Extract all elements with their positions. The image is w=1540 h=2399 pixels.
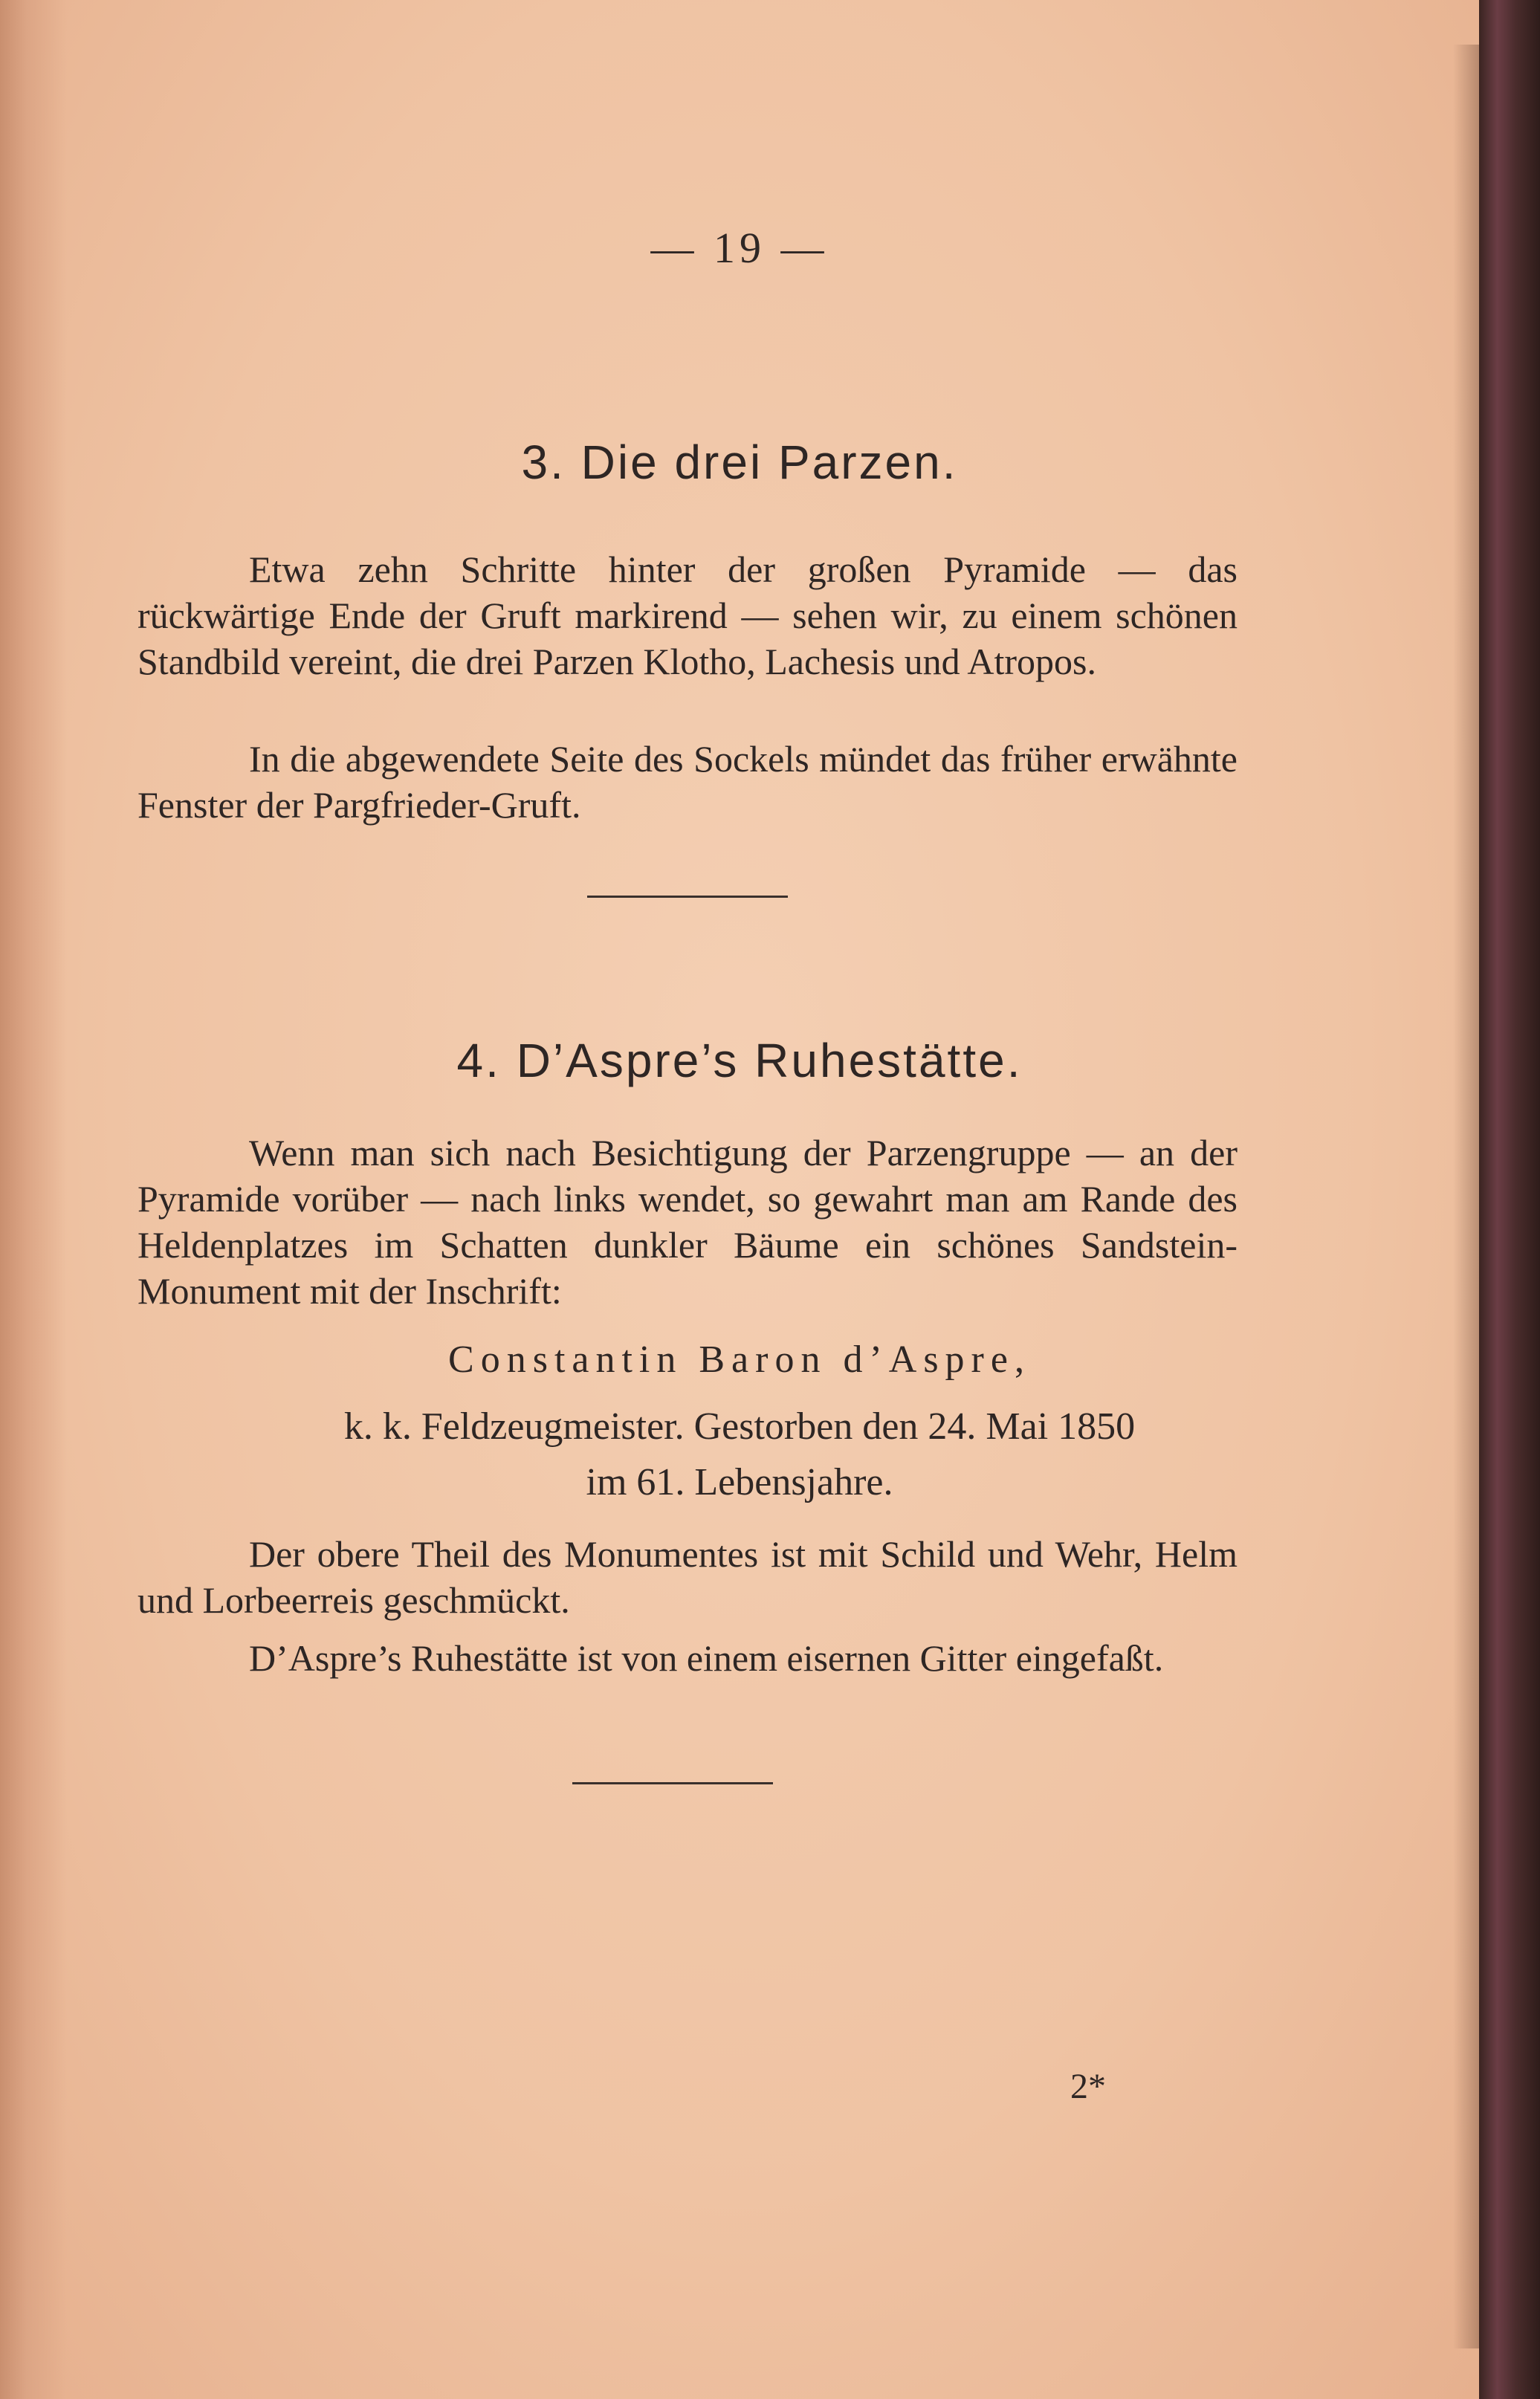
section-4-paragraph-2: D’Aspre’s Ruhestätte ist von einem eisernen Gitter eingefaßt. [249,1637,1164,1679]
section-divider-end [572,1782,773,1784]
section-3-paragraph-1: Etwa zehn Schritte hinter der großen Pyramide — das rückwärtige Ende der Gruft markirend — sehen wir, zu einem schönen Standbild vereint, die drei Parzen Klotho, Lachesis und Atropos. [138,548,1238,682]
inscription-line-1: Constantin Baron d’Aspre, [448,1338,1031,1381]
inscription-line-2: k. k. Feldzeugmeister. Gestorben den 24. Mai 1850 [343,1405,1136,1448]
signature-mark: 2* [1070,2067,1106,2106]
page-edge-shadow [1453,45,1479,2348]
section-4-intro: Wenn man sich nach Besichtigung der Parzengruppe — an der Pyramide vorüber — nach links wendet, so gewahrt man am Rande des Heldenplatzes im Schatten dunkler Bäume ein schönes Sandstein-Monument mit der Inschrift: [138,1132,1238,1312]
section-divider [587,896,788,898]
section-4-paragraph-1: Der obere Theil des Monumentes ist mit Schild und Wehr, Helm und Lorbeerreis geschmückt. [138,1533,1238,1621]
section-3-title: 3. Die drei Parzen. [521,436,958,489]
page-gutter-shadow [0,0,67,2399]
page-number: — 19 — [650,224,829,272]
section-3-paragraph-2: In die abgewendete Seite des Sockels mündet das früher erwähnte Fenster der Pargfrieder-Gruft. [138,738,1238,826]
inscription-line-3: im 61. Lebensjahre. [586,1461,893,1503]
section-4-title: 4. D’Aspre’s Ruhestätte. [456,1034,1023,1087]
book-spine [1479,0,1540,2399]
